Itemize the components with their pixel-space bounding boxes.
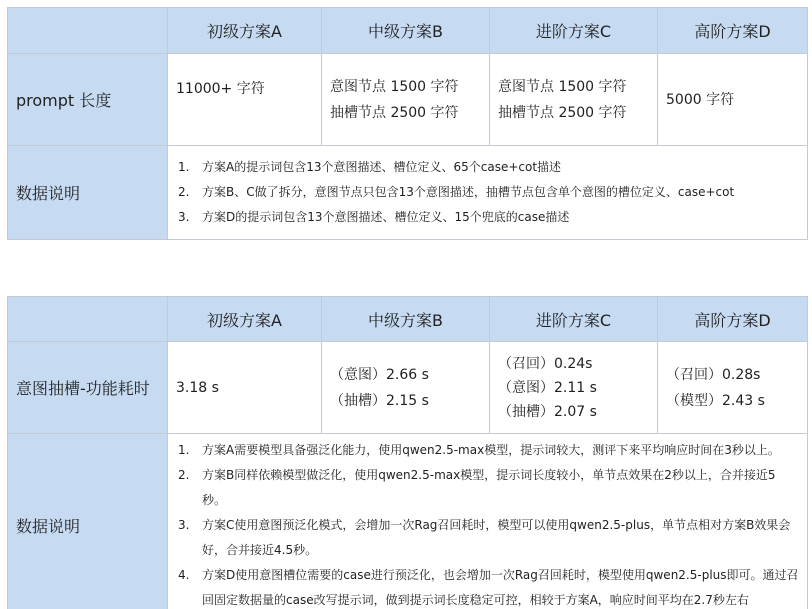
note-number: 1. bbox=[178, 443, 190, 457]
header-plan-b: 中级方案B bbox=[322, 297, 490, 342]
row-label-notes: 数据说明 bbox=[8, 146, 168, 240]
note-item bbox=[178, 155, 799, 180]
prompt-length-table bbox=[7, 7, 808, 240]
cell-line: 3.18 s bbox=[176, 379, 219, 396]
cell-line: 意图节点 1500 字符 bbox=[330, 78, 459, 95]
cell-line: 5000 字符 bbox=[666, 91, 735, 108]
note-text: 方案D使用意图槽位需要的case进行预泛化，也会增加一次Rag召回耗时，模型使用qwen2.5-plus即可。通过召回固定数据量的case改写提示词，做到提示词长度稳定可控，相较于方案A，响应时间平均在2.7秒左右 bbox=[202, 568, 799, 607]
latency-row bbox=[8, 342, 808, 434]
latency-plan-b bbox=[322, 342, 490, 434]
prompt-length-plan-b bbox=[322, 54, 490, 146]
prompt-length-plan-d bbox=[658, 54, 808, 146]
note-text: 方案C使用意图预泛化模式，会增加一次Rag召回耗时，模型可以使用qwen2.5-plus，单节点相对方案B效果会好，合并接近4.5秒。 bbox=[202, 518, 791, 557]
header-corner bbox=[8, 297, 168, 342]
notes-cell bbox=[168, 146, 808, 240]
cell-line: （抽槽）2.15 s bbox=[330, 392, 429, 409]
notes-row bbox=[8, 434, 808, 609]
note-text: 方案A需要模型具备强泛化能力，使用qwen2.5-max模型，提示词较大，测评下来平均响应时间在3秒以上。 bbox=[202, 443, 780, 457]
cell-line: 抽槽节点 2500 字符 bbox=[498, 104, 627, 121]
note-number: 4. bbox=[178, 568, 190, 582]
note-number: 3. bbox=[178, 518, 190, 532]
header-row bbox=[8, 8, 808, 54]
prompt-length-row bbox=[8, 54, 808, 146]
notes-row bbox=[8, 146, 808, 240]
note-text: 方案B同样依赖模型做泛化，使用qwen2.5-max模型，提示词长度较小，单节点效果在2秒以上，合并接近5秒。 bbox=[202, 468, 776, 507]
note-item bbox=[178, 205, 799, 230]
row-label-latency: 意图抽槽-功能耗时 bbox=[8, 342, 168, 434]
cell-line: （召回）0.24s bbox=[498, 355, 593, 372]
latency-plan-c bbox=[490, 342, 658, 434]
note-item bbox=[178, 513, 799, 563]
note-number: 2. bbox=[178, 468, 190, 482]
prompt-length-plan-c bbox=[490, 54, 658, 146]
header-plan-b: 中级方案B bbox=[322, 8, 490, 54]
row-label-notes: 数据说明 bbox=[8, 434, 168, 609]
header-plan-d: 高阶方案D bbox=[658, 297, 808, 342]
header-row bbox=[8, 297, 808, 342]
note-text: 方案D的提示词包含13个意图描述、槽位定义、15个兜底的case描述 bbox=[202, 210, 570, 224]
header-plan-c: 进阶方案C bbox=[490, 297, 658, 342]
cell-line: （意图）2.66 s bbox=[330, 366, 429, 383]
note-text: 方案A的提示词包含13个意图描述、槽位定义、65个case+cot描述 bbox=[202, 160, 562, 174]
notes-cell bbox=[168, 434, 808, 609]
note-number: 3. bbox=[178, 210, 190, 224]
note-text: 方案B、C做了拆分，意图节点只包含13个意图描述，抽槽节点包含单个意图的槽位定义、case+cot bbox=[202, 185, 735, 199]
note-item bbox=[178, 563, 799, 609]
note-number: 1. bbox=[178, 160, 190, 174]
header-plan-c: 进阶方案C bbox=[490, 8, 658, 54]
header-plan-d: 高阶方案D bbox=[658, 8, 808, 54]
row-label-prompt-length: prompt 长度 bbox=[8, 54, 168, 146]
cell-line: （意图）2.11 s bbox=[498, 379, 597, 396]
latency-table bbox=[7, 296, 808, 609]
cell-line: （召回）0.28s bbox=[666, 366, 761, 383]
cell-line: 意图节点 1500 字符 bbox=[498, 78, 627, 95]
header-plan-a: 初级方案A bbox=[168, 8, 322, 54]
cell-line: 11000+ 字符 bbox=[176, 81, 265, 97]
cell-line: （抽槽）2.07 s bbox=[498, 403, 597, 420]
header-plan-a: 初级方案A bbox=[168, 297, 322, 342]
latency-plan-d bbox=[658, 342, 808, 434]
header-corner bbox=[8, 8, 168, 54]
note-item bbox=[178, 438, 799, 463]
prompt-length-plan-a bbox=[168, 54, 322, 146]
note-item bbox=[178, 463, 799, 513]
cell-line: 抽槽节点 2500 字符 bbox=[330, 104, 459, 121]
cell-line: （模型）2.43 s bbox=[666, 392, 765, 409]
latency-plan-a bbox=[168, 342, 322, 434]
note-item bbox=[178, 180, 799, 205]
note-number: 2. bbox=[178, 185, 190, 199]
